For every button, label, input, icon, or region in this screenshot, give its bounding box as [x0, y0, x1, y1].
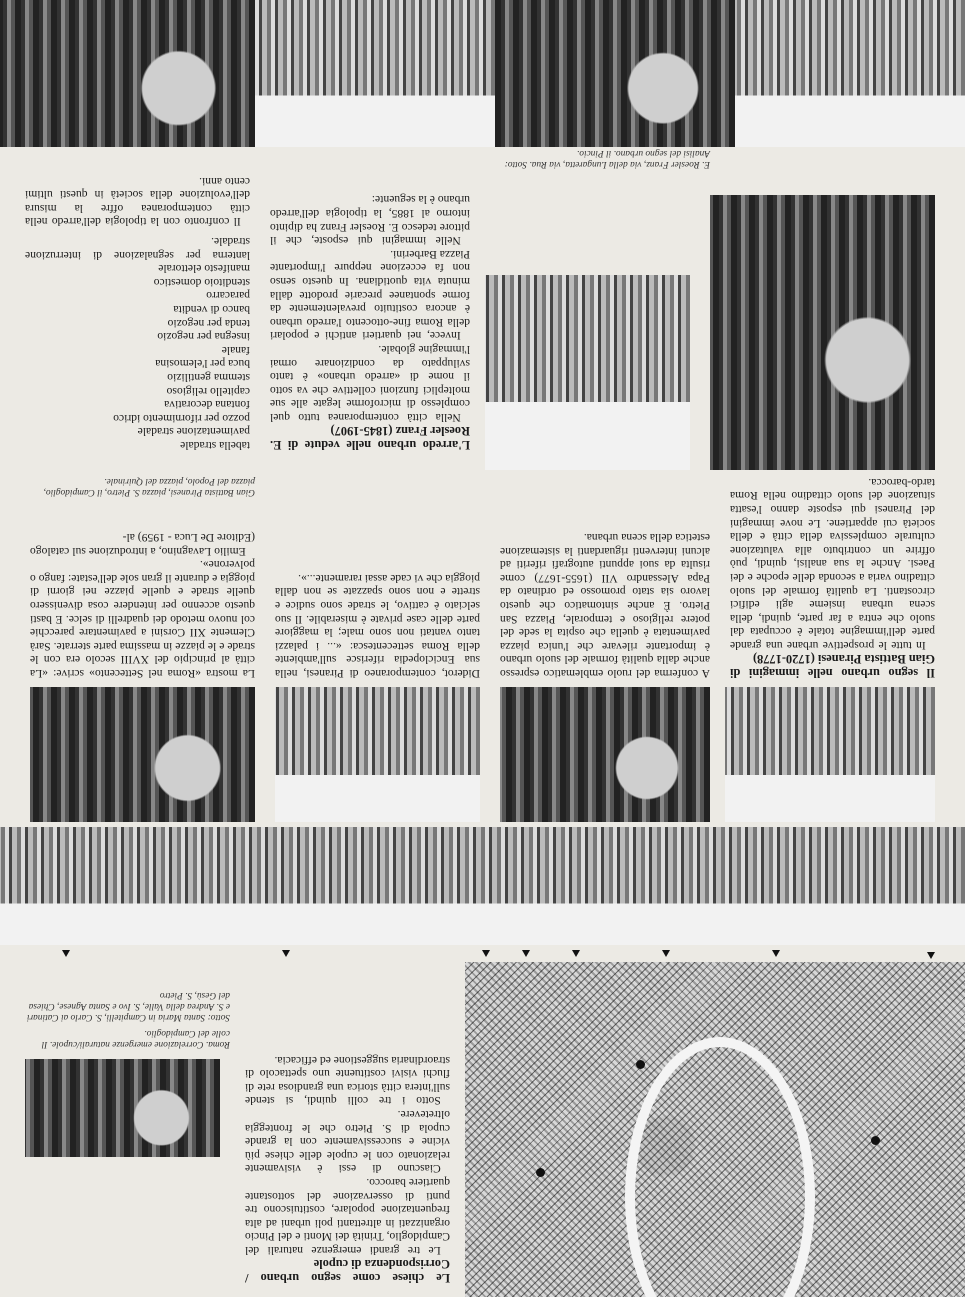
triangle-marker-icon: [572, 950, 580, 957]
mostra-column: [30, 472, 255, 680]
map-pin-icon: [636, 1060, 645, 1069]
panorama-strip: [0, 827, 965, 945]
piranesi-caption: Gian Battista Piranesi, piazza S. Pietro, il Campidoglio, piazza del Popolo, piazza del Quirinale.: [43, 476, 255, 497]
rome-map-image: [465, 962, 965, 1297]
chiese-column: [245, 965, 450, 1285]
arredo-list-item: buca per l'elemosina: [155, 357, 250, 371]
piranesi-heading: Il segno urbano nelle immagini di Gian Battista Piranesi (1720-1778): [730, 652, 935, 680]
piranesi-san-pietro-image: [30, 687, 255, 822]
map-pin-icon: [871, 1136, 880, 1145]
arredo-list-item: banco di vendita: [173, 303, 250, 317]
franz-list-column: [25, 152, 250, 452]
pincio-analysis-photo-4: [0, 0, 255, 147]
chiese-paragraph: Sotto i tre colli quindi, si stende sull'intera città storica una grandiosa rete di fluchi visivi costituente uno spettacolo di straordinaria suggestione ed efficacia.: [245, 1053, 450, 1108]
franz-caption: E. Roesler Franz, via della Lungaretta, via Rua. Sotto: Analisi del segno urbano. il Pincio.: [504, 148, 710, 169]
arredo-list-item: lanterna per segnalazione di interruzione stradale.: [25, 235, 250, 262]
campidoglio-photo: [25, 1059, 220, 1157]
arredo-list-item: tenda per negozio: [167, 316, 250, 330]
chiese-sotto-caption: Sotto: Santa Maria in Campitelli, S. Carlo ai Catinari e S. Andrea della Valle, S. Ivo e Santa Agnese, Chiesa del Gesù, S. Pietro: [26, 990, 230, 1022]
pincio-analysis-photo-2: [495, 0, 735, 147]
franz-paragraph: Nelle immagini qui esposte, che il pittore tedesco E. Roesler Franz ha dipinto intorno al 1885, la tipologia dell'arredo urbano è la seguente:: [270, 193, 470, 248]
chiese-paragraph: Le tre grandi emergenze naturali del Campidoglio, Trinità dei Monti e del Pincio organizzati in altrettanti poli urbani ad alta frequentazione popolare, costituiscono tre punti di osservazione del sottostante quartiere barocco.: [245, 1176, 450, 1257]
piranesi-column-continued: [500, 472, 710, 680]
triangle-marker-icon: [772, 950, 780, 957]
arredo-list-item: pavimentazione stradale: [137, 425, 250, 439]
arredo-list-item: fontana decorativa: [164, 398, 250, 412]
diderot-paragraph: Diderot, contemporaneo di Piranesi, nella sua Enciclopedia riferisce sull'ambiente della Roma settecentesca: «... i palazzi tanto vantati non sono male; la maggiore parte delle case private è miserabile. Il suo selciato è cattivo, le strade sono sudice e strette e non sono spazzate se non dalla pioggia che vi cade assai raramente...».: [275, 571, 480, 680]
triangle-marker-icon: [282, 950, 290, 957]
arredo-list-item: stemma gentilizio: [167, 371, 250, 385]
franz-paragraph: Nella città contemporanea tutto quel complesso di microforme legate alle sue molteplici funzioni collettive che va sotto il nome di «arredo urbano» è tanto sviluppato da condizionare ormai l'immagine globale.: [270, 343, 470, 424]
triangle-marker-icon: [62, 950, 70, 957]
triangle-marker-icon: [662, 950, 670, 957]
piranesi-popolo-image: [500, 687, 710, 822]
diderot-column: [275, 472, 480, 680]
piranesi-paragraph: A conferma del ruolo emblematico espresso anche dalla qualità formale del suolo urbano è importante rilevare che l'unica piazza pavimentata è quella che ospita la sede del potere religioso e temporale, Piazza San Pietro. È anche sintomatico che questo lavoro sia stato promosso ed ordinato da Papa Alessandro VII (1655-1677) come risulta da suoi appunti autografi riferiti ad alcuni interventi riguardanti la sistemazione estetica della scena urbana.: [500, 531, 710, 680]
franz-column: [270, 152, 470, 452]
arredo-list: [25, 235, 250, 453]
chiese-heading: Le chiese come segno urbano / Corrispondenza di cupole: [245, 1257, 450, 1285]
franz-via-rua-painting: [485, 275, 690, 470]
chiese-paragraph: Ciascuno di essi è visivamente relazionato con le cupole delle chiese più vicine e successivamente con la grande cupola di S. Pietro che le fronteggia oltretevere.: [245, 1108, 450, 1176]
piranesi-column: [730, 472, 935, 680]
lavagnino-paragraph: Emilio Lavagnino, a introduzione sul catalogo (Editore De Luca - 1959) al-: [30, 531, 255, 558]
tiber-river-shape: [625, 1037, 815, 1297]
piranesi-campidoglio-image: [275, 687, 480, 822]
arredo-list-item: capitello religioso: [166, 384, 250, 398]
triangle-marker-icon: [482, 950, 490, 957]
triangle-marker-icon: [522, 950, 530, 957]
pincio-analysis-photo-3: [255, 0, 495, 147]
pincio-analysis-photo-1: [735, 0, 965, 147]
arredo-list-item: manifesto elettorale: [158, 262, 250, 276]
arredo-list-item: insegna per negozio: [157, 330, 250, 344]
arredo-list-item: tabella stradale: [180, 439, 250, 452]
map-pin-icon: [536, 1168, 545, 1177]
mostra-paragraph: La mostra «Roma nel Settecento» scrive: «La città al principio del XVIII secolo era con le strade e le piazze in massima parte sterrate. Sarà Clemente XII Corsini a pavimentare parecchie col nuovo metodo dei quadrelli di selce. E basti questo accenno per intendere cosa divenissero quelle strade e quelle piazze nei giorni di pioggia e durante il gran sole dell'estate: fango o polverone».: [30, 558, 255, 680]
arredo-list-item: fanale: [221, 343, 250, 357]
triangle-marker-icon: [927, 952, 935, 959]
piranesi-quirinale-image: [725, 687, 935, 822]
arredo-list-item: pozzo per rifornimento idrico: [113, 411, 250, 425]
franz-lungaretta-painting: [710, 195, 935, 470]
arredo-list-item: stenditoio domestico: [153, 275, 250, 289]
piranesi-paragraph: In tutte le prospettive urbane una grande parte dell'immagine totale è occupata dal suolo che entra a far parte, quindi, della scena urbana insieme agli edifici circostanti. La qualità formale del suolo cittadino varia a seconda delle epoche e dei Paesi. Anche la sua analisi, quindi, può offrire un contributo alla valutazione culturale complessiva della città e della società cui appartiene. Le nove immagini del Piranesi qui esposte danno l'esatta situazione del suolo cittadino nella Roma tardo-barocca.: [730, 475, 935, 652]
franz-closing: Il confronto con la tipologia dell'arredo nella città contemporanea offre la misura dell'evoluzione della società in questi ultimi cento anni.: [25, 174, 250, 229]
arredo-list-item: paracarro: [206, 289, 250, 303]
franz-heading: L'arredo urbano nelle vedute di E. Roesler Franz (1845-1907): [270, 424, 470, 452]
franz-paragraph: Invece, nei quartieri antichi e popolari della Roma fine-ottocento l'arredo urbano è ancora costituito prevalentemente da forme spontanee precarie prodotte dalla minuta vita quotidiana. In questo senso non fa eccezione neppure l'importante Piazza Barberini.: [270, 247, 470, 343]
chiese-map-caption: Roma. Correlazione emergenze naturali/cupole. Il colle del Campidoglio.: [41, 1028, 230, 1049]
